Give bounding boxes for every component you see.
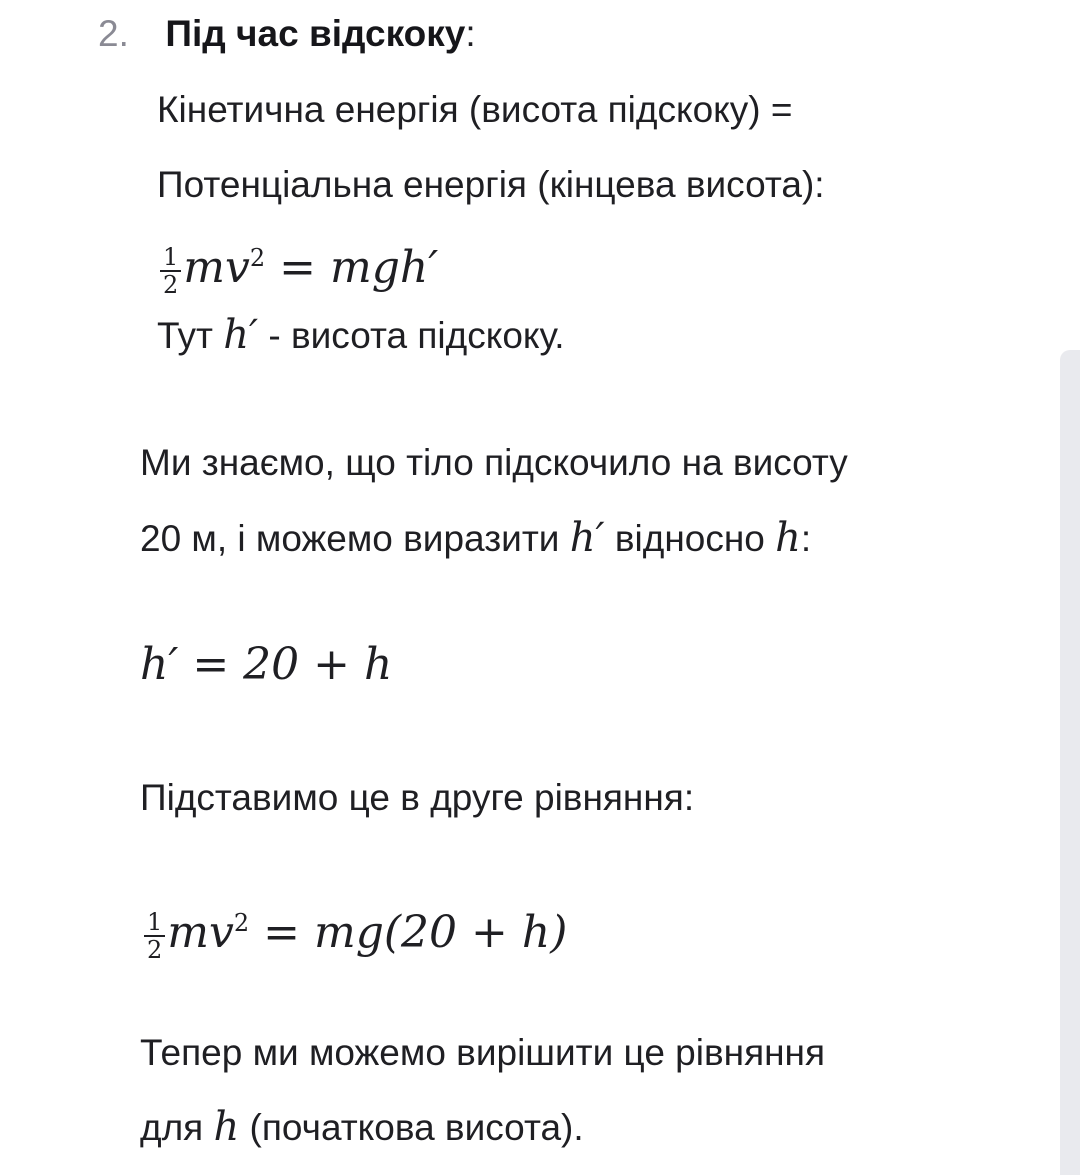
paragraph-known-height-line2 (140, 516, 811, 561)
list-number: 2. (98, 13, 129, 54)
bounce-height-note (157, 313, 565, 358)
var-h-prime: h′ (569, 515, 605, 561)
fraction-denominator: 2 (147, 935, 163, 964)
para1-prefix: 20 м, і можемо виразити (140, 518, 570, 559)
fraction-numerator: 1 (144, 910, 165, 937)
var-h: h (213, 1104, 240, 1150)
equation-substituted (144, 895, 567, 962)
note-suffix: - висота підскоку. (258, 315, 565, 356)
equation-rhs: = 20 + h (178, 639, 393, 690)
para3-prefix: для (140, 1107, 214, 1148)
para3-suffix: (початкова висота). (239, 1107, 584, 1148)
equation-rhs: = mg(20 + h) (249, 907, 568, 958)
note-prefix: Тут (157, 315, 224, 356)
equation-lhs: mv (167, 907, 234, 958)
paragraph-substitute: Підставимо це в друге рівняння: (140, 777, 695, 818)
var-h-prime: h′ (223, 312, 259, 358)
var-h: h (775, 515, 801, 561)
equation-exponent: 2 (249, 244, 266, 272)
equation-energy-bounce (160, 230, 438, 297)
list-item-title: Під час відскоку (165, 13, 466, 54)
list-item-header (98, 12, 476, 56)
potential-energy-line: Потенціальна енергія (кінцева висота): (157, 164, 825, 205)
fraction-denominator: 2 (163, 270, 179, 299)
equation-exponent: 2 (233, 909, 250, 937)
paragraph-solve-line2 (140, 1105, 584, 1150)
para1-mid: відносно (604, 518, 776, 559)
paragraph-known-height-line1: Ми знаємо, що тіло підскочило на висоту (140, 442, 848, 483)
vertical-scrollbar[interactable] (1060, 350, 1080, 1175)
paragraph-solve-line1: Тепер ми можемо вирішити це рівняння (140, 1032, 826, 1073)
kinetic-energy-line: Кінетична енергія (висота підскоку) = (157, 89, 793, 130)
list-item-title-colon: : (465, 13, 476, 54)
fraction-numerator: 1 (160, 245, 181, 272)
fraction-one-half (144, 907, 165, 964)
equation-h-prime (140, 637, 392, 693)
equation-lhs: h′ (140, 639, 179, 690)
fraction-one-half (160, 242, 181, 299)
equation-lhs: mv (183, 242, 250, 293)
equation-rhs: = mgh′ (265, 242, 439, 293)
para1-suffix: : (800, 518, 812, 559)
